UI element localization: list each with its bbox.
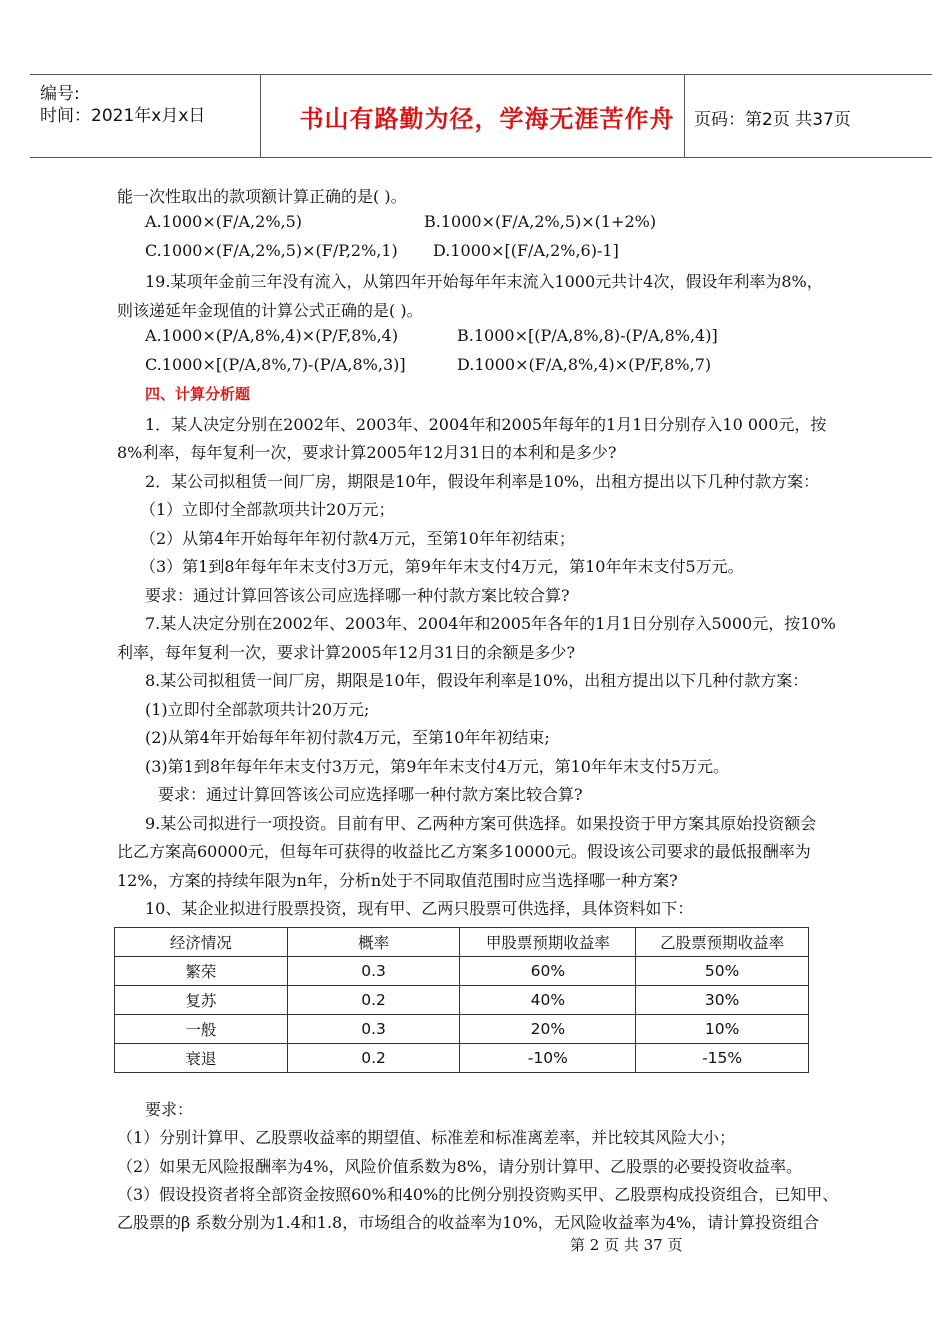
problem-2: 2．某公司拟租赁一间厂房，期限是10年，假设年利率是10%，出租方提出以下几种付款方案：: [145, 472, 820, 491]
table-header-row: [115, 928, 809, 957]
option-d: D.1000×(F/A,8%,4)×(P/F,8%,7): [457, 355, 712, 374]
doc-number-label: 编号:: [40, 84, 80, 104]
table-row: [115, 1015, 809, 1044]
table-row: [115, 986, 809, 1015]
list-item: （1）分别计算甲、乙股票收益率的期望值、标准差和标准离差率，并比较其风险大小；: [117, 1128, 736, 1147]
requirement: 要求：通过计算回答该公司应选择哪一种付款方案比较合算?: [158, 785, 583, 804]
table-cell: 衰退: [115, 1044, 288, 1073]
text-line: 乙股票的β 系数分别为1.4和1.8，市场组合的收益率为10%，无风险收益率为4%，请计算投资组合: [117, 1213, 820, 1232]
problem-1: 1．某人决定分别在2002年、2003年、2004年和2005年每年的1月1日分别存入10 000元，按: [145, 415, 827, 434]
list-item: （1）立即付全部款项共计20万元；: [140, 500, 395, 519]
option-b: B.1000×[(P/A,8%,8)-(P/A,8%,4)]: [457, 326, 718, 345]
text-line: 利率，每年复利一次，要求计算2005年12月31日的余额是多少?: [117, 643, 576, 662]
table-header-cell: 概率: [287, 928, 460, 957]
table-cell: 0.2: [287, 1044, 460, 1073]
table-cell: 50%: [636, 957, 809, 986]
option-a: A.1000×(F/A,2%,5): [145, 212, 303, 231]
table-cell: 0.3: [287, 1015, 460, 1044]
list-item: （2）从第4年开始每年年初付款4万元，至第10年年初结束；: [140, 529, 575, 548]
header-page-number: 页码：第2页 共37页: [694, 110, 851, 130]
list-item: (1)立即付全部款项共计20万元;: [145, 700, 370, 719]
table-cell: 0.3: [287, 957, 460, 986]
table-cell: 20%: [460, 1015, 636, 1044]
list-item: (3)第1到8年每年年末支付3万元，第9年年末支付4万元，第10年年末支付5万元。: [145, 757, 730, 776]
list-item: （2）如果无风险报酬率为4%，风险价值系数为8%，请分别计算甲、乙股票的必要投资收益率。: [117, 1157, 802, 1176]
option-c: C.1000×[(P/A,8%,7)-(P/A,8%,3)]: [145, 355, 406, 374]
table-cell: 10%: [636, 1015, 809, 1044]
stock-return-table: [114, 927, 809, 1073]
text-line: 12%，方案的持续年限为n年，分析n处于不同取值范围时应当选择哪一种方案?: [117, 871, 678, 890]
table-cell: 繁荣: [115, 957, 288, 986]
section-heading: 四、计算分析题: [145, 385, 251, 403]
text-line: 能一次性取出的款项额计算正确的是( )。: [117, 187, 407, 206]
table-cell: 60%: [460, 957, 636, 986]
doc-time-label: 时间：2021年x月x日: [40, 106, 206, 126]
problem-9: 9.某公司拟进行一项投资。目前有甲、乙两种方案可供选择。如果投资于甲方案其原始投资额会: [145, 814, 817, 833]
table-cell: -10%: [460, 1044, 636, 1073]
problem-10: 10、某企业拟进行股票投资，现有甲、乙两只股票可供选择，具体资料如下：: [145, 899, 694, 918]
option-c: C.1000×(F/A,2%,5)×(F/P,2%,1): [145, 241, 398, 260]
text-line: 8%利率，每年复利一次，要求计算2005年12月31日的本利和是多少?: [117, 443, 617, 462]
text-line: 则该递延年金现值的计算公式正确的是( )。: [117, 301, 423, 320]
question-19: 19.某项年金前三年没有流入，从第四年开始每年年末流入1000元共计4次，假设年利率为8%，: [145, 272, 823, 291]
requirement-title: 要求：: [145, 1100, 194, 1119]
table-cell: -15%: [636, 1044, 809, 1073]
page-header: [30, 74, 932, 158]
page-footer: 第 2 页 共 37 页: [570, 1236, 683, 1254]
option-d: D.1000×[(F/A,2%,6)-1]: [433, 241, 619, 260]
table-row: [115, 957, 809, 986]
header-meta: [40, 83, 205, 127]
list-item: （3）假设投资者将全部资金按照60%和40%的比例分别投资购买甲、乙股票构成投资组合，已知甲、: [117, 1185, 839, 1204]
table-cell: 一般: [115, 1015, 288, 1044]
problem-8: 8.某公司拟租赁一间厂房，期限是10年，假设年利率是10%，出租方提出以下几种付款方案：: [145, 671, 809, 690]
option-a: A.1000×(P/A,8%,4)×(P/F,8%,4): [145, 326, 399, 345]
header-divider: [684, 75, 685, 157]
table-cell: 复苏: [115, 986, 288, 1015]
requirement: 要求：通过计算回答该公司应选择哪一种付款方案比较合算?: [145, 586, 570, 605]
option-b: B.1000×(F/A,2%,5)×(1+2%): [424, 212, 657, 231]
text-line: 比乙方案高60000元，但每年可获得的收益比乙方案多10000元。假设该公司要求的最低报酬率为: [117, 842, 811, 861]
table-row: [115, 1044, 809, 1073]
table-header-cell: 经济情况: [115, 928, 288, 957]
table-header-cell: 乙股票预期收益率: [636, 928, 809, 957]
header-motto: 书山有路勤为径，学海无涯苦作舟: [299, 105, 675, 133]
table-cell: 0.2: [287, 986, 460, 1015]
list-item: （3）第1到8年每年年末支付3万元，第9年年末支付4万元，第10年年末支付5万元。: [140, 557, 744, 576]
table-cell: 40%: [460, 986, 636, 1015]
table-header-cell: 甲股票预期收益率: [460, 928, 636, 957]
table-cell: 30%: [636, 986, 809, 1015]
problem-7: 7.某人决定分别在2002年、2003年、2004年和2005年各年的1月1日分别存入5000元，按10%: [145, 614, 836, 633]
list-item: (2)从第4年开始每年年初付款4万元，至第10年年初结束;: [145, 728, 550, 747]
